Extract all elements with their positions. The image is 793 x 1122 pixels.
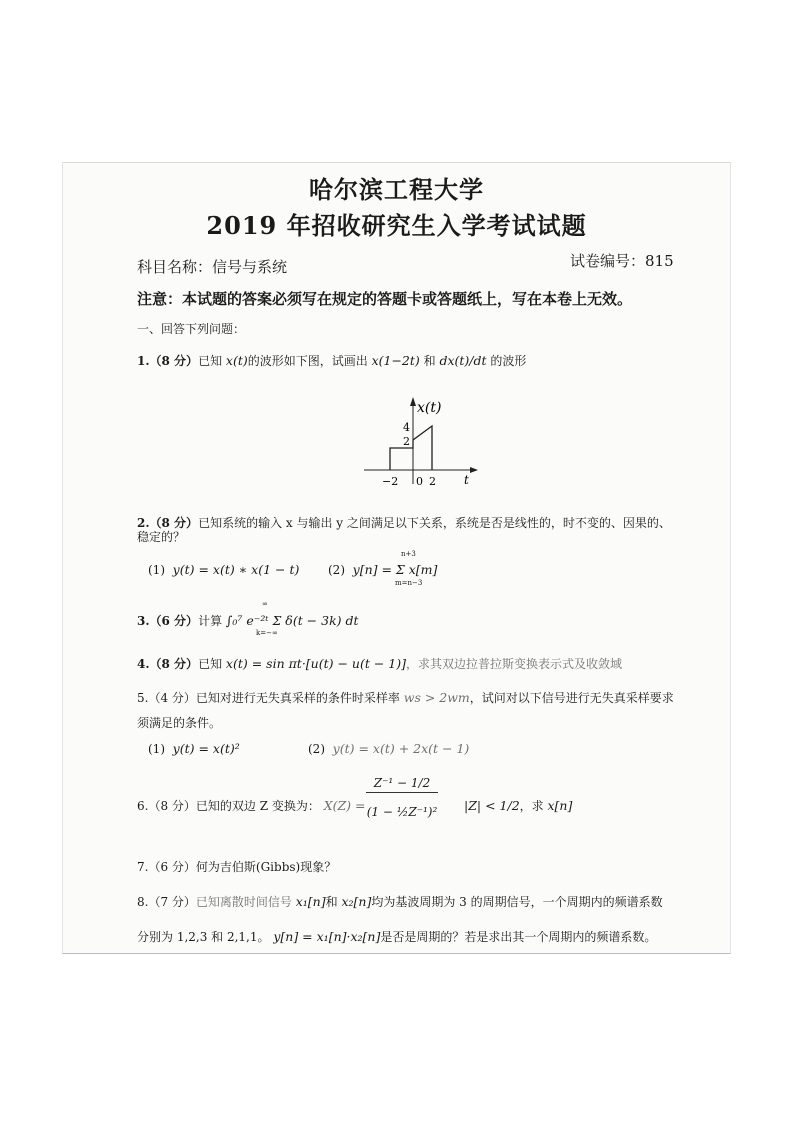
subject-name: 科目名称：信号与系统 (137, 258, 288, 276)
q3-number: 3.（6 分） (137, 614, 199, 628)
q5-part2: (2) y(t) = x(t) + 2x(t − 1) (308, 741, 470, 756)
q1-signal: x(t) (225, 353, 248, 368)
q5-condition: ws > 2wm (403, 690, 470, 705)
x-axis-arrow-icon (470, 467, 478, 473)
question-5: 5.（4 分）已知对进行无失真采样的条件时采样率 ws > 2wm，试问对以下信号进行无失真采样要求 (137, 690, 674, 705)
q1-waveform-graph (358, 392, 488, 492)
university-title: 哈尔滨工程大学 (309, 175, 484, 204)
q3-sum-upper: ∞ (262, 600, 268, 608)
question-7: 7.（6 分）何为吉伯斯(Gibbs)现象？ (137, 860, 337, 874)
q2-sum-upper: n+3 (401, 550, 416, 558)
q6-lhs: X(Z) = (323, 798, 366, 813)
x-tick-2: 2 (429, 475, 436, 488)
question-1: 1.（8 分）已知 x(t)的波形如下图，试画出 x(1−2t) 和 dx(t)/dt 的波形 (137, 353, 527, 368)
question-4: 4.（8 分）已知 x(t) = sin πt·[u(t) − u(t − 1)]，求其双边拉普拉斯变换表示式及收敛域 (137, 656, 623, 671)
q5-number: 5.（4 分） (137, 691, 196, 705)
question-3: 3.（6 分）计算 ∫₀⁷ e⁻²ᵗ Σ δ(t − 3k) dt (137, 613, 359, 628)
q5-line2: 须满足的条件。 (137, 716, 222, 730)
signal-waveform (390, 426, 432, 470)
exam-title: 2019 年招收研究生入学考试试题 (206, 211, 587, 240)
q2-line2: 稳定的？ (137, 530, 186, 544)
y-axis-arrow-icon (410, 397, 416, 406)
q6-numerator: Z⁻¹ − 1/2 (366, 776, 438, 793)
q2-part1: (1) y(t) = x(t) ∗ x(1 − t) (148, 562, 300, 577)
x-tick-neg2: −2 (382, 475, 399, 488)
y-tick-4: 4 (403, 421, 410, 434)
graph-x-label: t (464, 473, 469, 487)
y-tick-2: 2 (403, 435, 410, 448)
notice: 注意：本试题的答案必须写在规定的答题卡或答题纸上，写在本卷上无效。 (137, 290, 633, 308)
exam-code: 试卷编号：815 (570, 252, 674, 270)
q4-number: 4.（8 分） (137, 657, 199, 671)
q4-expr: x(t) = sin πt·[u(t) − u(t − 1)] (225, 656, 407, 671)
exam-paper (62, 162, 731, 954)
q3-expr: ∫₀⁷ e⁻²ᵗ Σ δ(t − 3k) dt (225, 613, 359, 628)
q2-sum-lower: m=n−3 (395, 579, 423, 587)
q7-number: 7.（6 分） (137, 860, 196, 874)
x-tick-0: 0 (416, 475, 423, 488)
q5-part1: (1) y(t) = x(t)² (148, 741, 240, 756)
section-heading: 一、回答下列问题： (137, 322, 246, 336)
question-6: 6.（8 分）已知的双边 Z 变换为： X(Z) = (137, 798, 366, 813)
q6-roc: |Z| < 1/2，求 x[n] (464, 798, 573, 813)
q1-expr: x(1−2t) (371, 353, 420, 368)
q2-part2: (2) y[n] = Σ x[m] (328, 562, 438, 577)
question-8: 8.（7 分）已知离散时间信号 x₁[n]和 x₂[n]均为基波周期为 3 的周期信号，一个周期内的频谱系数 (137, 894, 663, 909)
q6-denominator: (1 − ½Z⁻¹)² (366, 805, 438, 819)
q1-number: 1.（8 分） (137, 354, 199, 368)
q3-sum-lower: k=−∞ (256, 629, 278, 637)
q8-number: 8.（7 分） (137, 895, 196, 909)
q2-number: 2.（8 分） (137, 516, 199, 530)
q6-number: 6.（8 分） (137, 799, 196, 813)
q8-line2: 分别为 1,2,3 和 2,1,1。 y[n] = x₁[n]·x₂[n]是否是周期的？若是求出其一个周期内的频谱系数。 (137, 929, 657, 944)
graph-y-label: x(t) (417, 400, 442, 416)
q1-derivative: dx(t)/dt (439, 353, 487, 368)
question-2: 2.（8 分）已知系统的输入 x 与输出 y 之间满足以下关系，系统是否是线性的，时不变的、因果的、 (137, 516, 671, 530)
